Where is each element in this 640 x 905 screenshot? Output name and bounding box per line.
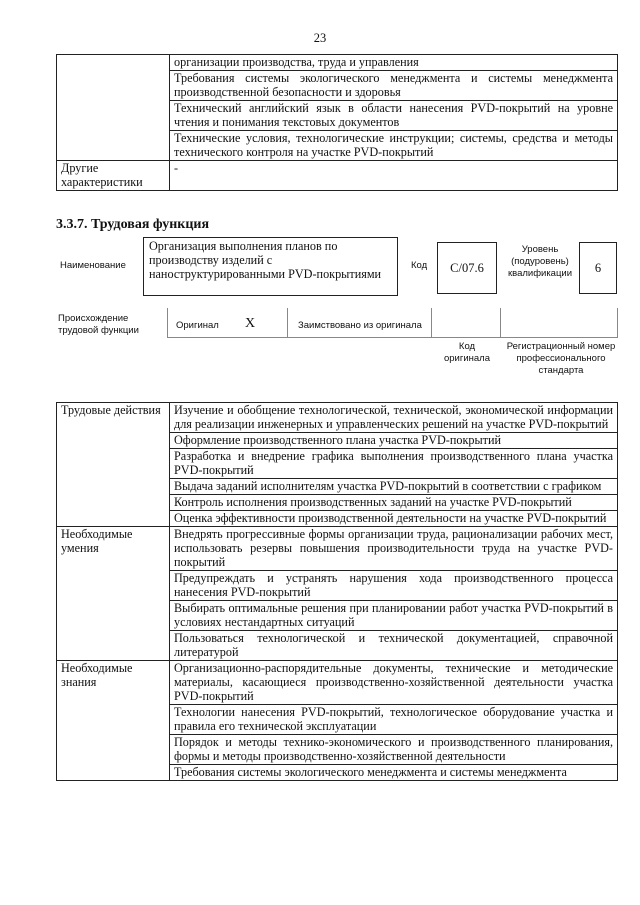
group-label: Трудовые действия	[57, 403, 170, 527]
function-name-box: Организация выполнения планов по производству изделий с наноструктурированными PVD-покрытиями	[143, 237, 398, 296]
table-row	[57, 403, 618, 433]
table-cell: Технические условия, технологические инструкции; системы, средства и методы технического контроля на участке PVD-покрытий	[170, 131, 618, 161]
other-characteristics-value: -	[170, 161, 618, 191]
reg-number-label: Регистрационный номер профессионального стандарта	[506, 341, 616, 376]
table-row	[57, 55, 618, 71]
code-value-box: C/07.6	[437, 242, 497, 294]
table-row	[57, 161, 618, 191]
table-cell: организации производства, труда и управления	[170, 55, 618, 71]
table-cell: Технологии нанесения PVD-покрытий, технологическое оборудование участка и правила его технической эксплуатации	[170, 705, 618, 735]
top-table	[56, 54, 618, 191]
level-value-box: 6	[579, 242, 617, 294]
group-label: Необходимые знания	[57, 661, 170, 781]
other-characteristics-label: Другие характеристики	[57, 161, 170, 191]
original-mark: X	[245, 316, 256, 331]
table-cell: Требования системы экологического менеджмента и системы менеджмента	[170, 765, 618, 781]
table-cell: Требования системы экологического менеджмента и системы менеджмента производственной безопасности и здоровья	[170, 71, 618, 101]
table-cell: Технический английский язык в области нанесения PVD-покрытий на уровне чтения и понимания текстовых документов	[170, 101, 618, 131]
level-label: Уровень (подуровень) квалификации	[507, 244, 573, 279]
table-cell: Контроль исполнения производственных заданий на участке PVD-покрытий	[170, 495, 618, 511]
table-cell: Выбирать оптимальные решения при планировании работ участка PVD-покрытий в условиях нестандартных ситуаций	[170, 601, 618, 631]
table-cell: Разработка и внедрение графика выполнения производственного плана участка PVD-покрытий	[170, 449, 618, 479]
table-row	[57, 527, 618, 571]
code-label: Код	[411, 260, 428, 271]
section-title: 3.3.7. Трудовая функция	[56, 217, 210, 232]
table-cell: Выдача заданий исполнителям участка PVD-покрытий в соответствии с графиком	[170, 479, 618, 495]
group-label: Необходимые умения	[57, 527, 170, 661]
table-cell: Внедрять прогрессивные формы организации труда, рационализации рабочих мест, использовать резервы повышения производительности труда на участке PVD-покрытий	[170, 527, 618, 571]
origin-baseline	[167, 337, 617, 338]
page-number: 23	[313, 31, 327, 45]
name-label: Наименование	[60, 260, 126, 271]
code-original-label: Код оригинала	[443, 341, 490, 364]
table-cell: Предупреждать и устранять нарушения хода производственного процесса нанесения PVD-покрытий	[170, 571, 618, 601]
table-cell: Оценка эффективности производственной деятельности на участке PVD-покрытий	[170, 511, 618, 527]
origin-divider	[431, 308, 432, 338]
origin-divider	[617, 308, 618, 338]
origin-label: Происхождение трудовой функции	[58, 313, 139, 336]
origin-divider	[167, 308, 168, 338]
main-table	[56, 402, 618, 781]
origin-divider	[287, 308, 288, 338]
borrowed-label: Заимствовано из оригинала	[298, 320, 422, 331]
origin-divider	[500, 308, 501, 338]
original-label: Оригинал	[176, 320, 219, 331]
table-cell: Изучение и обобщение технологической, технической, экономической информации для реализации инженерных и управленческих решений на участке PVD-покрытий	[170, 403, 618, 433]
table-cell: Организационно-распорядительные документы, технические и методические материалы, касающиеся производственно-хозяйственной деятельности участка PVD-покрытий	[170, 661, 618, 705]
table-cell: Пользоваться технологической и технической документацией, справочной литературой	[170, 631, 618, 661]
table-row	[57, 661, 618, 705]
empty-label-cell	[57, 55, 170, 161]
table-cell: Оформление производственного плана участка PVD-покрытий	[170, 433, 618, 449]
table-cell: Порядок и методы технико-экономического и производственного планирования, формы и методы производственно-хозяйственной деятельности	[170, 735, 618, 765]
